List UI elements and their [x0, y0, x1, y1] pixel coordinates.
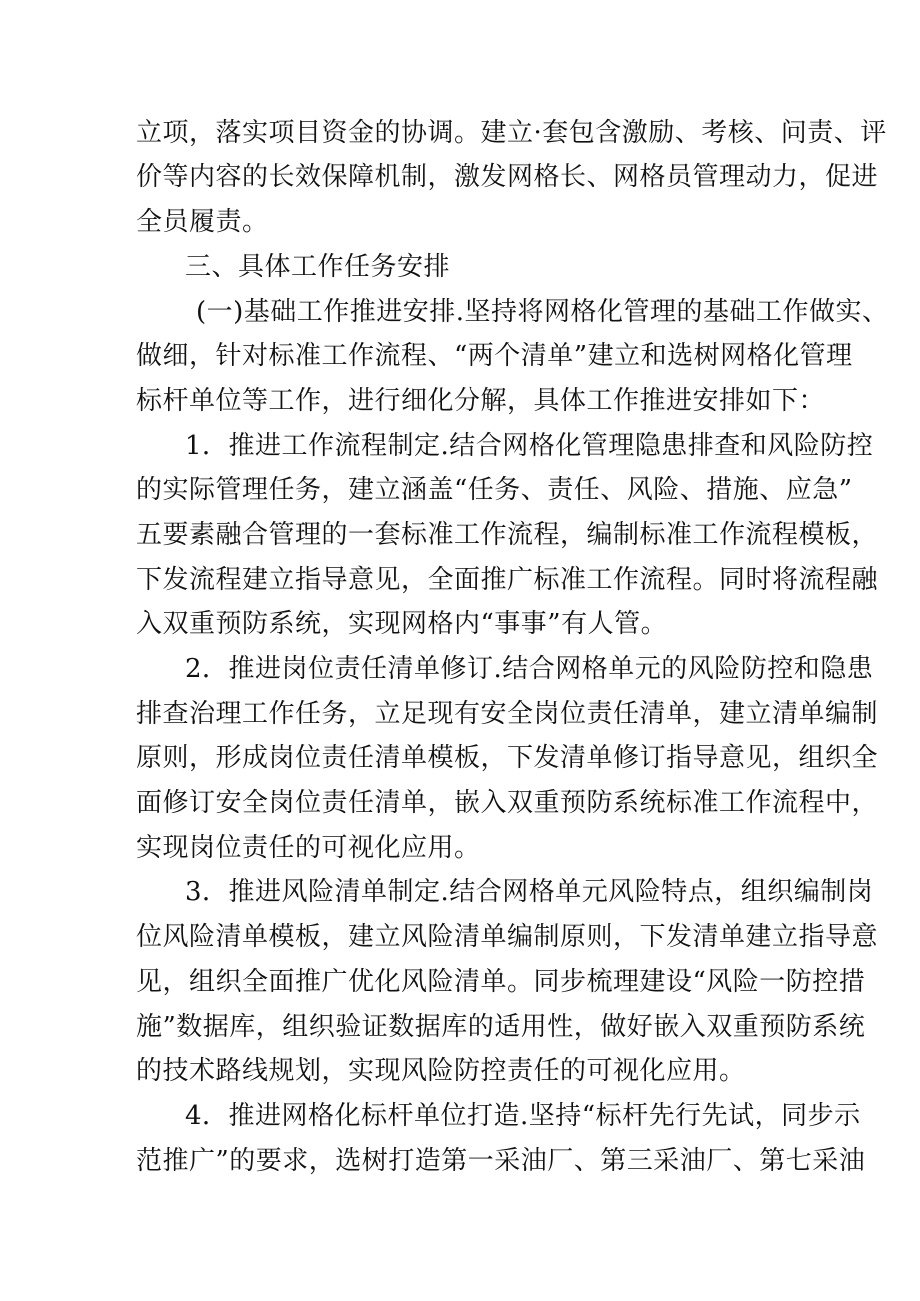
- item-heading-line: 1．推进工作流程制定.结合网格化管理隐患排查和风险防控: [185, 431, 874, 461]
- text-line: 面修订安全岗位责任清单，嵌入双重预防系统标准工作流程中，: [136, 788, 879, 818]
- text-line: 价等内容的长效保障机制，激发网格长、网格员管理动力，促进: [136, 162, 879, 192]
- text-line: 排查治理工作任务，立足现有安全岗位责任清单，建立清单编制: [136, 699, 879, 729]
- text-line: 施”数据库，组织验证数据库的适用性，做好嵌入双重预防系统: [136, 1012, 866, 1042]
- item-heading-line: 3．推进风险清单制定.结合网格单元风险特点，组织编制岗: [185, 877, 874, 907]
- text-line: 五要素融合管理的一套标准工作流程，编制标准工作流程模板，: [136, 520, 879, 550]
- text-line: 范推广”的要求，选树打造第一采油厂、第三采油厂、第七采油: [136, 1146, 866, 1176]
- text-line: 的技术路线规划，实现风险防控责任的可视化应用。: [136, 1056, 746, 1086]
- text-line: 做细，针对标准工作流程、“两个清单”建立和选树网格化管理: [136, 341, 853, 371]
- text-line: 原则，形成岗位责任清单模板，下发清单修订指导意见，组织全: [136, 743, 879, 773]
- text-line: 下发流程建立指导意见，全面推广标准工作流程。同时将流程融: [136, 565, 879, 595]
- section-heading: 三、具体工作任务安排: [185, 252, 451, 282]
- text-line: 的实际管理任务，建立涵盖“任务、责任、风险、措施、应急”: [136, 475, 853, 505]
- text-line: 见，组织全面推广优化风险清单。同步梳理建设“风险一防控措: [136, 967, 866, 997]
- text-line: 入双重预防系统，实现网格内“事事”有人管。: [136, 609, 668, 639]
- item-heading-line: 4．推进网格化标杆单位打造.坚持“标杆先行先试，同步示: [185, 1101, 861, 1131]
- item-heading-line: 2．推进岗位责任清单修订.结合网格单元的风险防控和隐患: [185, 654, 874, 684]
- subsection-heading-line: (一)基础工作推进安排.坚持将网格化管理的基础工作做实、: [196, 297, 889, 327]
- text-line: 全员履责。: [136, 207, 269, 237]
- text-line: 位风险清单模板，建立风险清单编制原则，下发清单建立指导意: [136, 922, 879, 952]
- text-line: 标杆单位等工作，进行细化分解，具体工作推进安排如下：: [136, 386, 826, 416]
- text-line: 实现岗位责任的可视化应用。: [136, 833, 481, 863]
- text-line: 立项，落实项目资金的协调。建立·套包含激励、考核、问责、评: [136, 118, 887, 148]
